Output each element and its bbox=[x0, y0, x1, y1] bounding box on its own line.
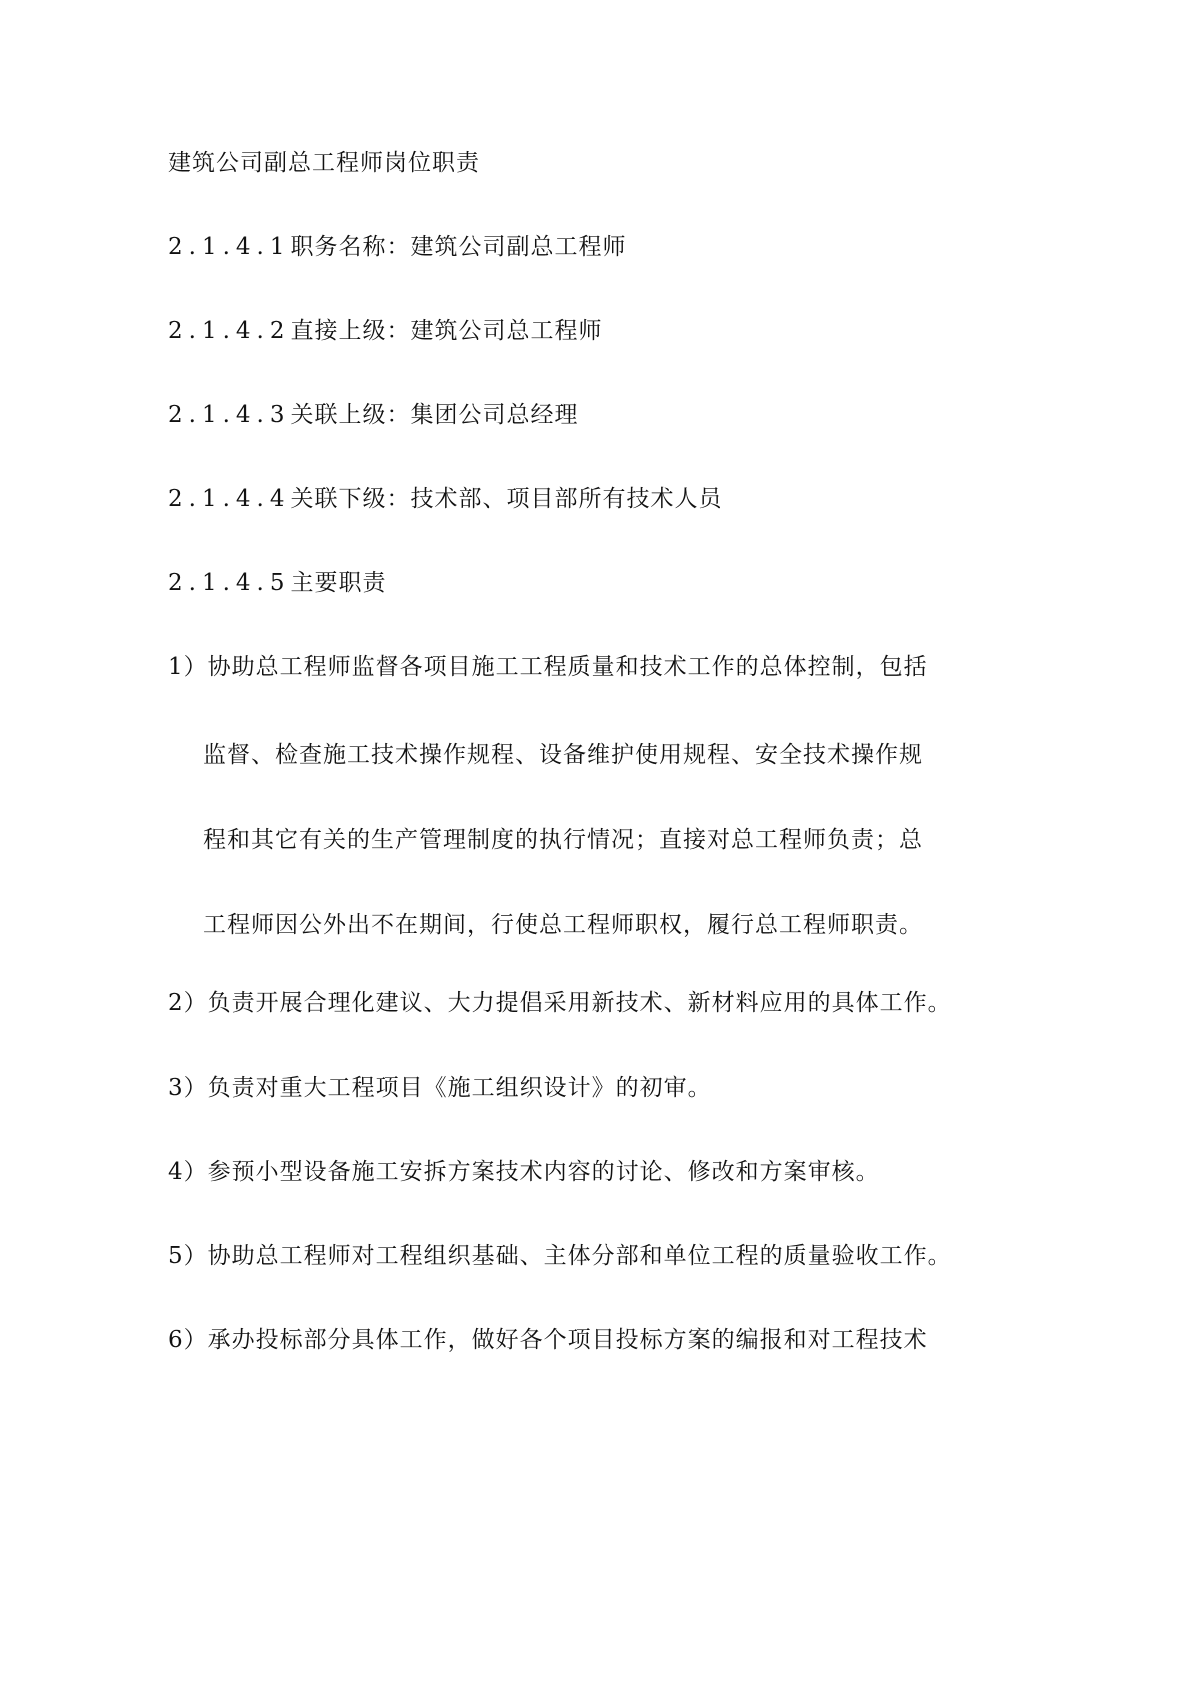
duty-6 bbox=[168, 1325, 928, 1355]
duty-label: 1） bbox=[168, 654, 208, 680]
section-2-1-4-1 bbox=[168, 232, 626, 262]
duty-text: 监督、检查施工技术操作规程、设备维护使用规程、安全技术操作规 bbox=[203, 742, 923, 768]
duty-1-line-1 bbox=[168, 652, 928, 682]
duty-3 bbox=[168, 1073, 712, 1103]
document-title: 建筑公司副总工程师岗位职责 bbox=[168, 150, 480, 176]
duty-2 bbox=[168, 988, 952, 1018]
duty-4 bbox=[168, 1157, 880, 1187]
section-2-1-4-2 bbox=[168, 316, 602, 346]
duty-text: 程和其它有关的生产管理制度的执行情况；直接对总工程师负责；总 bbox=[203, 827, 923, 853]
section-text: 职务名称：建筑公司副总工程师 bbox=[290, 234, 627, 260]
duty-label: 6） bbox=[168, 1327, 208, 1353]
section-number: 2.1.4.2 bbox=[168, 318, 291, 344]
duty-text: 工程师因公外出不在期间，行使总工程师职权，履行总工程师职责。 bbox=[203, 912, 923, 938]
duty-1-line-4 bbox=[203, 910, 923, 940]
section-2-1-4-4 bbox=[168, 484, 722, 514]
section-number: 2.1.4.1 bbox=[168, 234, 291, 260]
duty-label: 4） bbox=[168, 1159, 208, 1185]
duty-label: 5） bbox=[168, 1243, 208, 1269]
duty-text: 负责开展合理化建议、大力提倡采用新技术、新材料应用的具体工作。 bbox=[207, 990, 952, 1016]
section-text: 直接上级：建筑公司总工程师 bbox=[290, 318, 603, 344]
duty-5 bbox=[168, 1241, 952, 1271]
duty-label: 2） bbox=[168, 990, 208, 1016]
duty-1-line-2 bbox=[203, 740, 923, 770]
section-text: 关联上级：集团公司总经理 bbox=[290, 402, 579, 428]
section-number: 2.1.4.3 bbox=[168, 402, 291, 428]
section-text: 主要职责 bbox=[290, 570, 387, 596]
section-number: 2.1.4.5 bbox=[168, 570, 291, 596]
section-2-1-4-5 bbox=[168, 568, 386, 598]
duty-1-line-3 bbox=[203, 825, 923, 855]
duty-text: 协助总工程师对工程组织基础、主体分部和单位工程的质量验收工作。 bbox=[207, 1243, 952, 1269]
section-2-1-4-3 bbox=[168, 400, 578, 430]
duty-text: 负责对重大工程项目《施工组织设计》的初审。 bbox=[207, 1075, 712, 1101]
section-text: 关联下级：技术部、项目部所有技术人员 bbox=[290, 486, 723, 512]
duty-text: 参预小型设备施工安拆方案技术内容的讨论、修改和方案审核。 bbox=[207, 1159, 880, 1185]
duty-text: 协助总工程师监督各项目施工工程质量和技术工作的总体控制，包括 bbox=[207, 654, 928, 680]
duty-text: 承办投标部分具体工作，做好各个项目投标方案的编报和对工程技术 bbox=[207, 1327, 928, 1353]
section-number: 2.1.4.4 bbox=[168, 486, 291, 512]
duty-label: 3） bbox=[168, 1075, 208, 1101]
